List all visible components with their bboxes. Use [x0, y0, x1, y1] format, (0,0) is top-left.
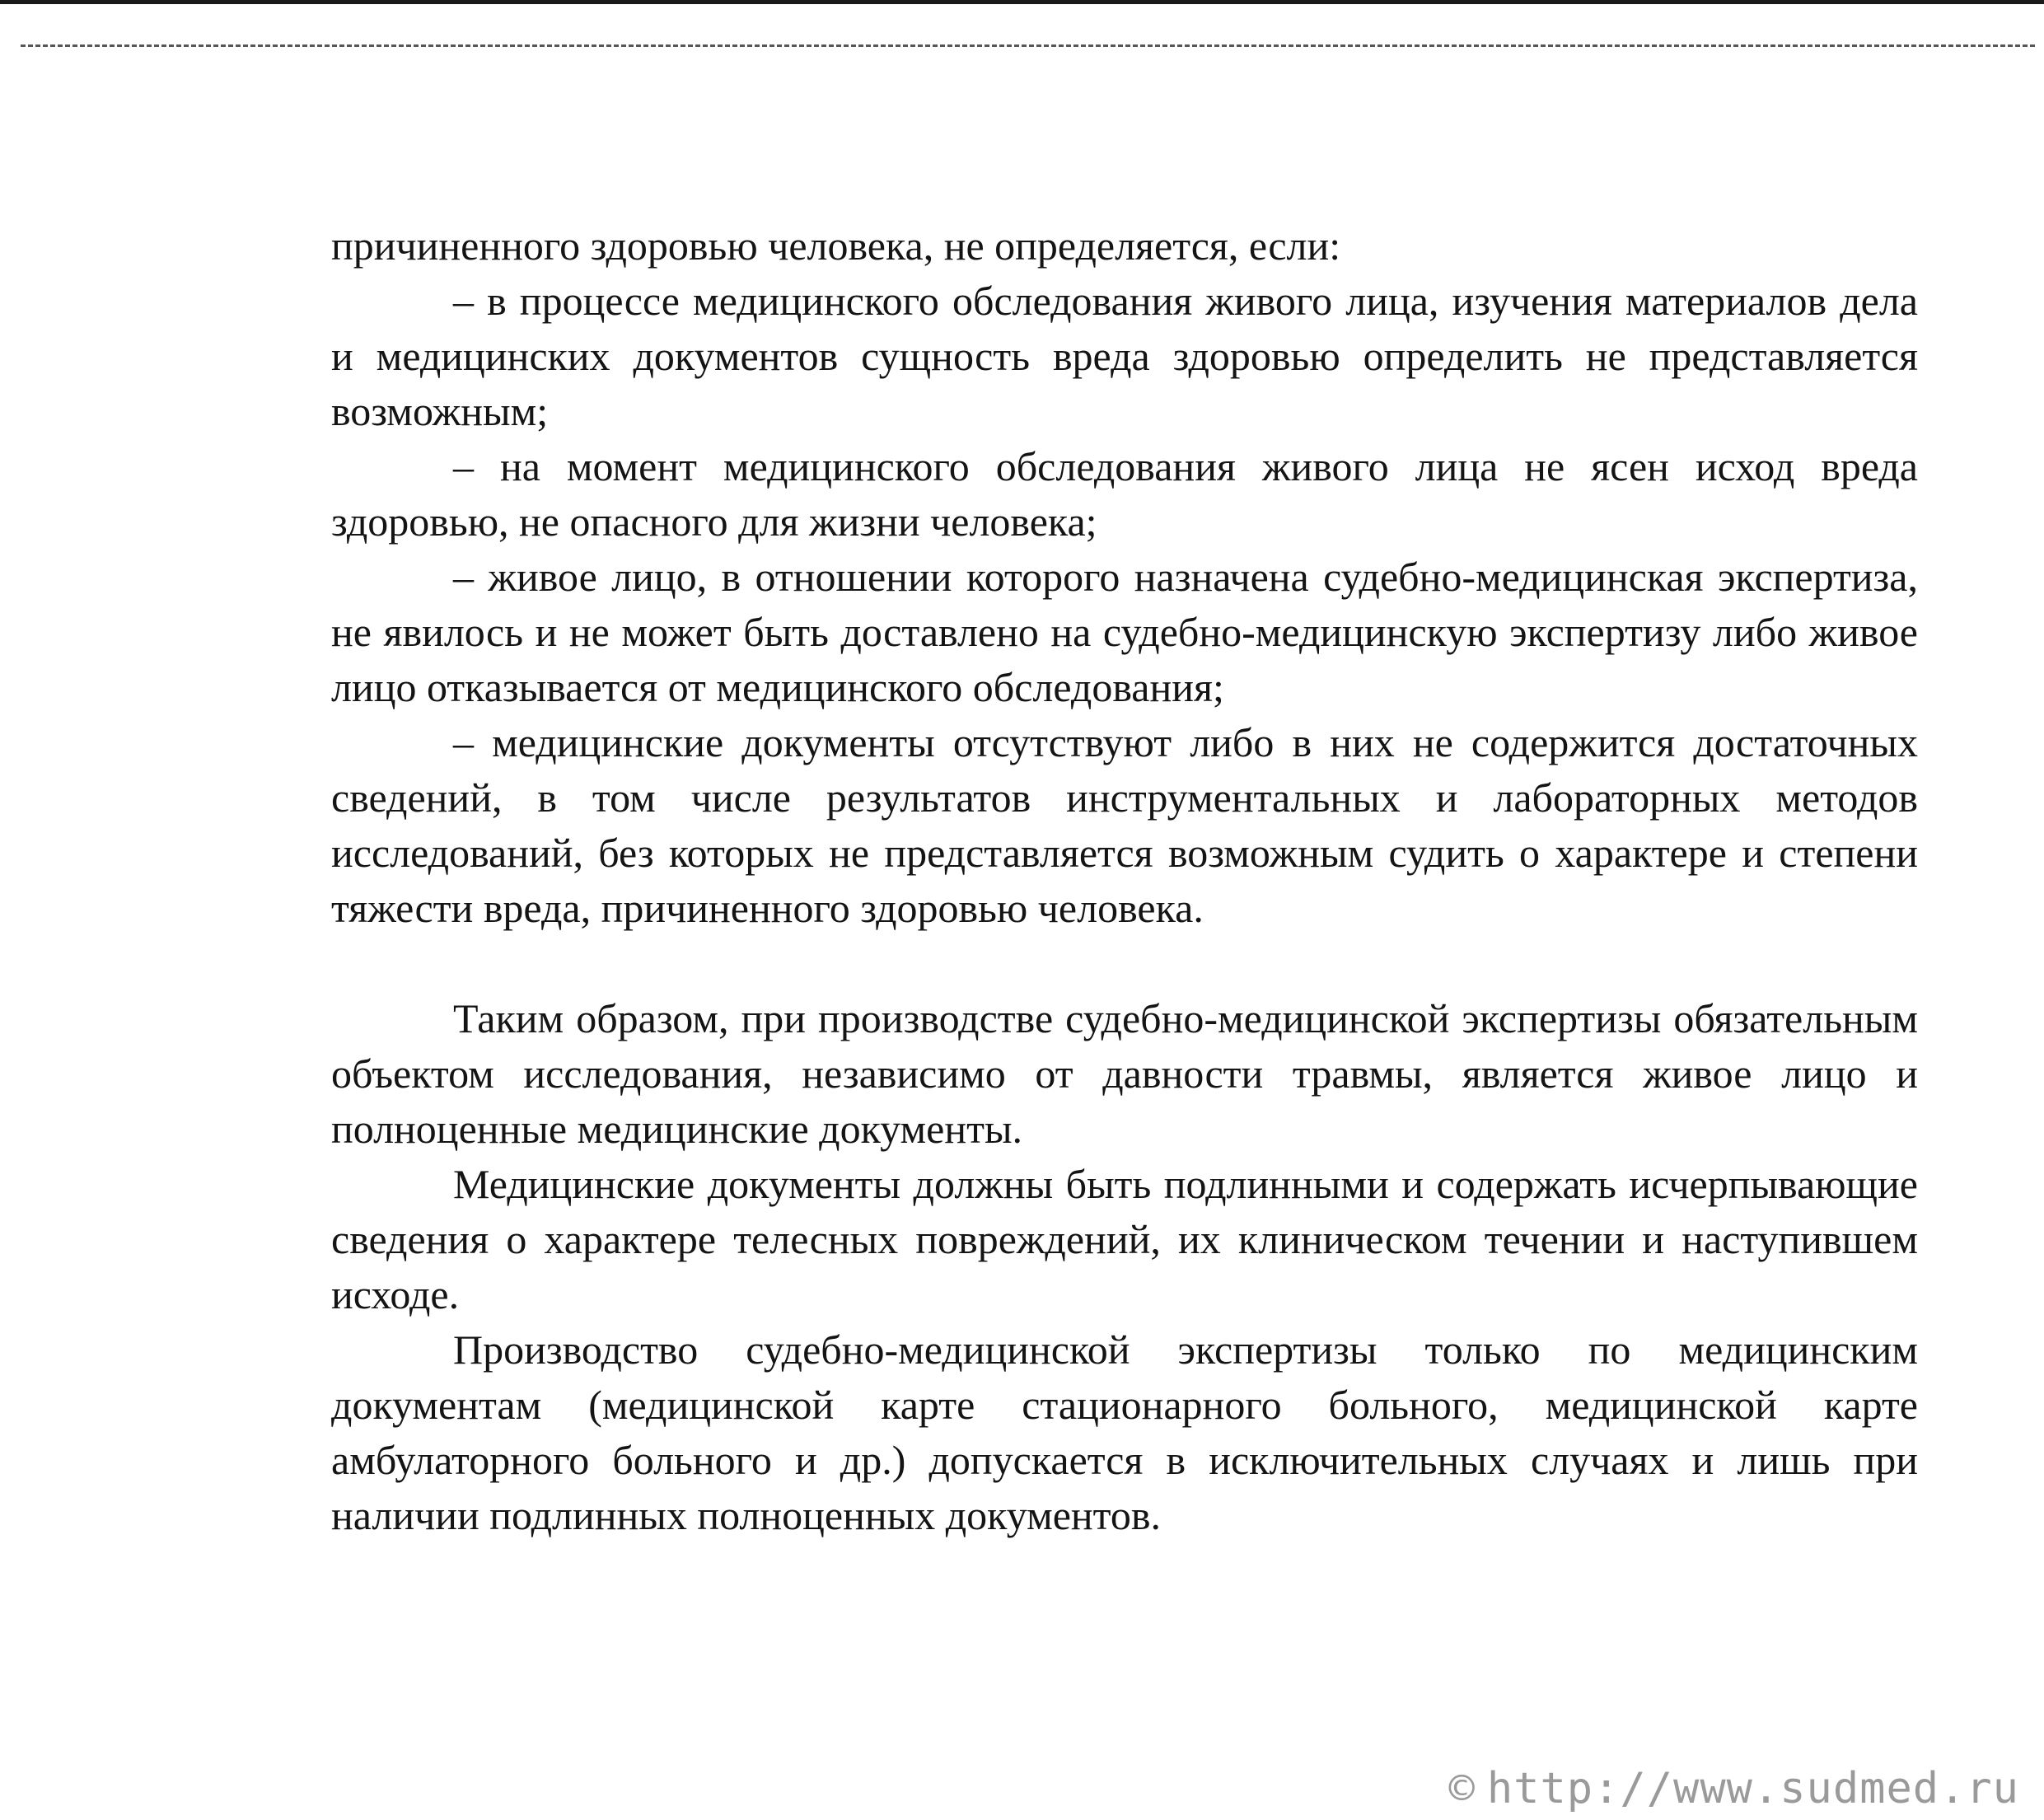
- list-item-outcome-unclear: – на момент медицинского обследования живого лица не ясен исход вреда здоровью, не опасного для жизни человека;: [331, 443, 1918, 545]
- list-item-documents-missing: – медицинские документы отсутствуют либо в них не содержится достаточных сведений, в том числе результатов инструментальных и лабораторных методов исследований, без которых не представляется возможным судить о характере и степени тяжести вреда, причиненного здоровью человека.: [331, 719, 1918, 931]
- copyright-symbol: ©: [1448, 1764, 1476, 1813]
- watermark: [1449, 1764, 2019, 1813]
- paragraph-documents-requirements: Медицинские документы должны быть подлинными и содержать исчерпывающие сведения о характере телесных повреждений, их клиническом течении и наступившем исходе.: [331, 1161, 1918, 1317]
- header-dashed-rule: [21, 44, 2035, 47]
- document-body: [331, 218, 1918, 1543]
- watermark-url: http://www.sudmed.ru: [1486, 1764, 2019, 1813]
- list-item-person-absent: – живое лицо, в отношении которого назначена судебно-медицинская экспертиза, не явилось и не может быть доставлено на судебно-медицинскую экспертизу либо живое лицо отказывается от медицинского обследования;: [331, 554, 1918, 710]
- paragraph-intro: причиненного здоровью человека, не определяется, если:: [331, 222, 1341, 269]
- list-item-examination: – в процессе медицинского обследования живого лица, изучения материалов дела и медицинских документов сущность вреда здоровью определить не представляется возможным;: [331, 278, 1918, 434]
- top-border-line: [0, 0, 2044, 4]
- paragraph-conclusion: Таким образом, при производстве судебно-медицинской экспертизы обязательным объектом исследования, независимо от давности травмы, является живое лицо и полноценные медицинские документы.: [331, 995, 1918, 1152]
- paragraph-documents-only-expertise: Производство судебно-медицинской экспертизы только по медицинским документам (медицинской карте стационарного больного, медицинской карте амбулаторного больного и др.) допускается в исключительных случаях и лишь при наличии подлинных полноценных документов.: [331, 1326, 1918, 1538]
